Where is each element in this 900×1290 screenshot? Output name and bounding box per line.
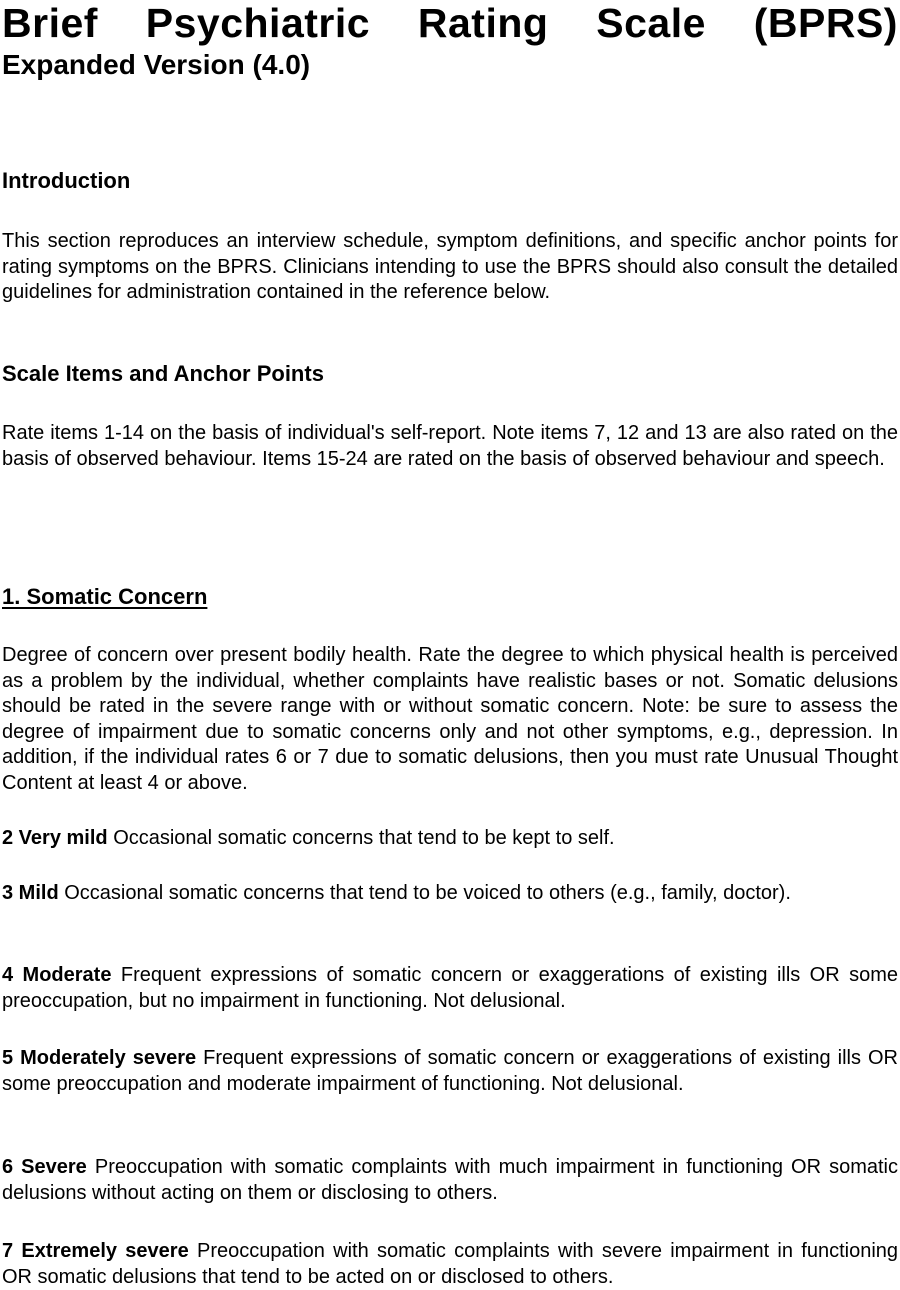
anchor-label: 5 Moderately severe [2, 1047, 197, 1069]
document-title [2, 0, 898, 46]
item-heading-somatic-concern: 1. Somatic Concern [2, 584, 208, 609]
anchor-point [2, 1239, 898, 1290]
scale-items-heading: Scale Items and Anchor Points [2, 361, 324, 386]
anchor-text: Preoccupation with somatic complaints with severe impairment in functioning OR somatic delusions that tend to be acted on or disclosed to others. [2, 1240, 899, 1288]
item-description: Degree of concern over present bodily health. Rate the degree to which physical health is perceived as a problem by the individual, whether complaints have realistic bases or not. Somatic delusions should be rated in the severe range with or without somatic concern. Note: be sure to assess the degree of impairment due to somatic concerns only and not other symptoms, e.g., depression. In addition, if the individual rates 6 or 7 due to somatic delusions, then you must rate Unusual Thought Content at least 4 or above. [2, 644, 898, 794]
anchor-label: 7 Extremely severe [2, 1240, 189, 1262]
document-subtitle: Expanded Version (4.0) [2, 49, 311, 80]
anchor-point [2, 1046, 898, 1097]
anchor-label: 6 Severe [2, 1156, 87, 1178]
introduction-text: This section reproduces an interview schedule, symptom definitions, and specific anchor points for rating symptoms on the BPRS. Clinicians intending to use the BPRS should also consult the detailed guidelines for administration contained in the reference below. [2, 230, 898, 303]
anchor-text: Preoccupation with somatic complaints with much impairment in functioning OR somatic delusions without acting on them or disclosing to others. [2, 1156, 898, 1204]
anchor-text: Occasional somatic concerns that tend to be kept to self. [113, 827, 615, 849]
title-word: Psychiatric [145, 0, 371, 46]
anchor-point [2, 826, 898, 852]
anchor-text: Occasional somatic concerns that tend to be voiced to others (e.g., family, doctor). [64, 882, 791, 904]
introduction-heading: Introduction [2, 168, 131, 193]
anchor-label: 3 Mild [2, 882, 59, 904]
scale-items-text: Rate items 1-14 on the basis of individual's self-report. Note items 7, 12 and 13 are also rated on the basis of observed behaviour. Items 15-24 are rated on the basis of observed behaviour and speech. [2, 422, 898, 470]
anchor-label: 2 Very mild [2, 827, 108, 849]
title-word: Rating [417, 0, 549, 46]
anchor-text: Frequent expressions of somatic concern or exaggerations of existing ills OR some preoccupation, but no impairment in functioning. Not delusional. [2, 964, 898, 1012]
document-page [2, 0, 899, 1288]
title-word: Brief [2, 0, 98, 46]
title-word: Scale [596, 0, 706, 46]
anchor-point [2, 1155, 898, 1206]
anchor-point [2, 963, 898, 1014]
anchor-label: 4 Moderate [2, 964, 112, 986]
anchor-point [2, 881, 898, 907]
title-word: (BPRS) [753, 0, 898, 46]
anchor-text: Frequent expressions of somatic concern or exaggerations of existing ills OR some preoccupation and moderate impairment of functioning. Not delusional. [2, 1047, 898, 1095]
